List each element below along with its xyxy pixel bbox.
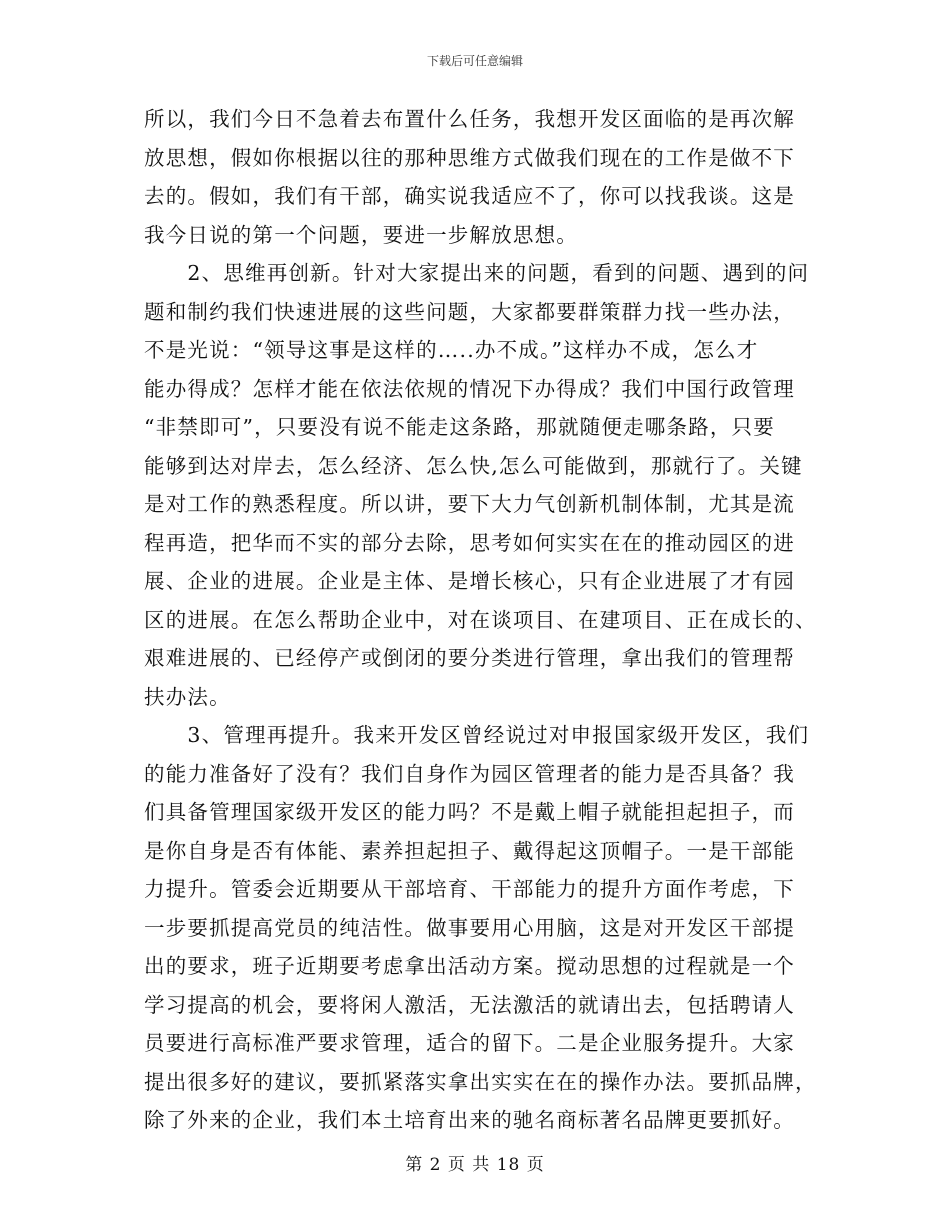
text-line: 区的进展。在怎么帮助企业中，对在谈项目、在建项目、正在成长的、 [144, 607, 817, 632]
text-line: 提出很多好的建议，要抓紧落实拿出实实在在的操作办法。要抓品牌， [144, 1069, 817, 1094]
document-body [144, 100, 817, 1140]
text-line: 我今日说的第一个问题，要进一步解放思想。 [144, 222, 578, 247]
text-line: 的能力准备好了没有？我们自身作为园区管理者的能力是否具备？我 [144, 761, 795, 786]
text-line: 展、企业的进展。企业是主体、是增长核心，只有企业进展了才有园 [144, 569, 795, 593]
text-line: 力提升。管委会近期要从干部培育、干部能力的提升方面作考虑，下 [144, 877, 795, 901]
text-line: 们具备管理国家级开发区的能力吗？不是戴上帽子就能担起担子，而 [144, 800, 795, 824]
text-line: 扶办法。 [144, 684, 231, 709]
text-line: 3、管理再提升。我来开发区曾经说过对申报国家级开发区，我们 [144, 723, 810, 747]
text-line: 员要进行高标准严要求管理，适合的留下。二是企业服务提升。大家 [144, 1031, 795, 1055]
text-line: 出的要求，班子近期要考虑拿出活动方案。搅动思想的过程就是一个 [144, 954, 795, 978]
text-line: 程再造，把华而不实的部分去除，思考如何实实在在的推动园区的进 [144, 530, 795, 555]
text-line: 不是光说：“领导这事是这样的…..办不成。”这样办不成，怎么才 [144, 338, 759, 362]
text-line: 2、思维再创新。针对大家提出来的问题，看到的问题、遇到的问 [144, 261, 810, 285]
text-line: 是对工作的熟悉程度。所以讲，要下大力气创新机制体制，尤其是流 [144, 492, 795, 516]
text-line: 题和制约我们快速进展的这些问题，大家都要群策群力找一些办法， [144, 299, 795, 324]
text-line: “非禁即可”，只要没有说不能走这条路，那就随便走哪条路，只要 [144, 415, 775, 439]
text-line: 一步要抓提高党员的纯洁性。做事要用心用脑，这是对开发区干部提 [144, 915, 795, 940]
text-line: 能办得成？怎样才能在依法依规的情况下办得成？我们中国行政管理 [144, 376, 795, 401]
text-line: 学习提高的机会，要将闲人激活，无法激活的就请出去，包括聘请人 [144, 992, 795, 1017]
text-line: 所以，我们今日不急着去布置什么任务，我想开发区面临的是再次解 [144, 107, 795, 131]
text-line: 能够到达对岸去，怎么经济、怎么快,怎么可能做到，那就行了。关键 [144, 453, 803, 478]
text-line: 除了外来的企业，我们本土培育出来的驰名商标著名品牌更要抓好。 [144, 1108, 795, 1132]
page-footer: 第 2 页 共 18 页 [405, 1155, 545, 1175]
text-line: 是你自身是否有体能、素养担起担子、戴得起这顶帽子。一是干部能 [144, 838, 795, 863]
text-line: 去的。假如，我们有干部，确实说我适应不了，你可以找我谈。这是 [144, 184, 795, 208]
text-line: 艰难进展的、已经停产或倒闭的要分类进行管理，拿出我们的管理帮 [144, 646, 795, 670]
page-header: 下载后可任意编辑 [426, 54, 523, 68]
text-line: 放思想，假如你根据以往的那种思维方式做我们现在的工作是做不下 [144, 145, 795, 170]
